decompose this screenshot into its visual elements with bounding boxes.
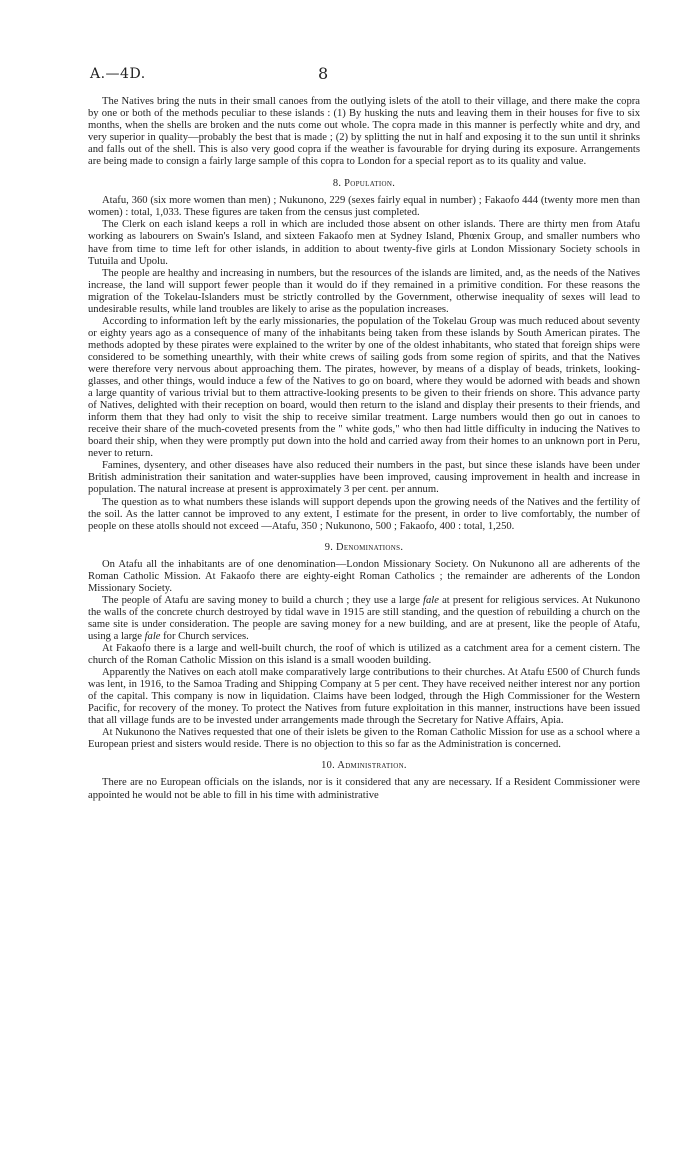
section-heading-denominations: 9. Denominations. — [324, 541, 404, 553]
paragraph: Famines, dysentery, and other diseases have also reduced their numbers in the past, but since these islands have been under British administration their sanitation and water-supplies have been improved, causing improvement in health and increase in population. The natural increase at present is approximately 3 per cent. per annum. — [88, 460, 640, 496]
italic-term: fale — [423, 594, 439, 606]
paragraph: The question as to what numbers these islands will support depends upon the growing needs of the Natives and the fertility of the soil. As the latter cannot be improved to any extent, I estimate for the present, in order to live comfortably, the number of people on these atolls should not exceed —Atafu, 350 ; Nukunono, 500 ; Fakaofo, 400 : total, 1,250. — [88, 496, 640, 532]
text-run: at present for religious services. At Nukunono the walls of the concrete church destroyed by tidal wave in 1915 are still standing, and the question of rebuilding a church on the same site is under consideration. The people are saving money for a new building, and are at present, like the people of Atafu, using a large — [88, 594, 640, 642]
page-number: 8 — [318, 64, 329, 83]
paragraph — [88, 595, 640, 643]
section-heading-population: 8. Population. — [332, 178, 396, 190]
italic-term: fale — [144, 630, 161, 642]
section-heading-administration: 10. Administration. — [321, 760, 407, 772]
paragraph: There are no European officials on the islands, nor is it considered that any are necessary. If a Resident Commissioner were appointed he would not be able to fill in his time with administrative — [88, 777, 640, 801]
paragraph: The people are healthy and increasing in numbers, but the resources of the islands are limited, and, as the needs of the Natives increase, the land will support fewer people than it would do if they remained in a primitive condition. For these reasons the migration of the Tokelau-Islanders must be strictly controlled by the Government, otherwise inequality of sexes will lead to undesirable results, while land troubles are likely to arise as the population increases. — [88, 267, 640, 315]
paragraph: At Nukunono the Natives requested that one of their islets be given to the Roman Catholic Mission for use as a school where a European priest and sisters would reside. There is no objection to this so far as the Administration is concerned. — [88, 727, 640, 751]
paragraph: Apparently the Natives on each atoll make comparatively large contributions to their churches. At Atafu £500 of Church funds was lent, in 1916, to the Samoa Trading and Shipping Company at 5 per cent. They have received neither interest nor any portion of the capital. This company is now in liquidation. Claims have been lodged, through the High Commissioner for the Western Pacific, for recovery of the money. To protect the Natives from future exploitation in this manner, instructions have been issued that all village funds are to be invested under arrangements made through the Secretary for Native Affairs, Apia. — [88, 667, 640, 727]
document-reference: A.—4D. — [90, 66, 146, 82]
paragraph: Atafu, 360 (six more women than men) ; Nukunono, 229 (sexes fairly equal in number) ; Fakaofo 444 (twenty more men than women) : total, 1,033. These figures are taken from the census just completed. — [88, 195, 640, 219]
paragraph: On Atafu all the inhabitants are of one denomination—London Missionary Society. On Nukunono all are adherents of the Roman Catholic Mission. At Fakaofo there are eighty-eight Roman Catholics ; the remainder are adherents of the London Missionary Society. — [88, 558, 640, 594]
paragraph: The Natives bring the nuts in their small canoes from the outlying islets of the atoll to their village, and there make the copra by one or both of the methods peculiar to these islands : (1) By husking the nuts and leaving them in their houses for five to six months, when the shells are broken and the nuts come out whole. The copra made in this manner is perfectly white and dry, and very superior in quality—probably the best that is made ; (2) by splitting the nut in half and exposing it to the sun until it shrinks and falls out of the shell. This is also very good copra if the weather is favourable for drying during its exposure. Arrangements are being made to consign a fairly large sample of this copra to London for a special report as to its quality and value. — [88, 96, 640, 168]
page-header — [90, 66, 640, 86]
paragraph: At Fakaofo there is a large and well-built church, the roof of which is utilized as a catchment area for a cement cistern. The church of the Roman Catholic Mission on this island is a small wooden building. — [88, 643, 640, 667]
paragraph: The Clerk on each island keeps a roll in which are included those absent on other islands. There are thirty men from Atafu working as labourers on Swain's Island, and sixteen Fakaofo men at Sydney Island, Phœnix Group, and smaller numbers who have from time to time left for other islands, in addition to about twenty-five girls at London Missionary Society schools in Tutuila and Upolu. — [88, 219, 640, 267]
document-body — [88, 96, 640, 802]
paragraph: According to information left by the early missionaries, the population of the Tokelau Group was much reduced about seventy or eighty years ago as a consequence of many of the inhabitants being taken from these islands by South American pirates. The methods adopted by these pirates were explained to the writer by one of the oldest inhabitants, who stated that foreign ships were considered to be something unearthly, with their white crews of sailing gods from some region of spirits, and that the Natives were therefore very nervous about approaching them. The pirates, however, by means of a display of beads, trinkets, looking-glasses, and other things, would induce a few of the Natives to go on board, where they would be adorned with beads and shown a large quantity of various trivial but to them attractive-looking presents to be given to their friends on shore. This advance party of Natives, delighted with their reception on board, would then return to the island and display their presents to their friends, and inform them that they had only to visit the ship to receive similar treatment. Large numbers would then go out in canoes to receive their share of the much-coveted presents from the " white gods," who then had little difficulty in inducing the Natives to board their ship, when they were promptly put down into the hold and carried away from their homes to an unknown port in Peru, never to return. — [88, 315, 640, 460]
text-run: The people of Atafu are saving money to build a church ; they use a large — [102, 594, 424, 606]
text-run: for Church services. — [160, 630, 249, 642]
